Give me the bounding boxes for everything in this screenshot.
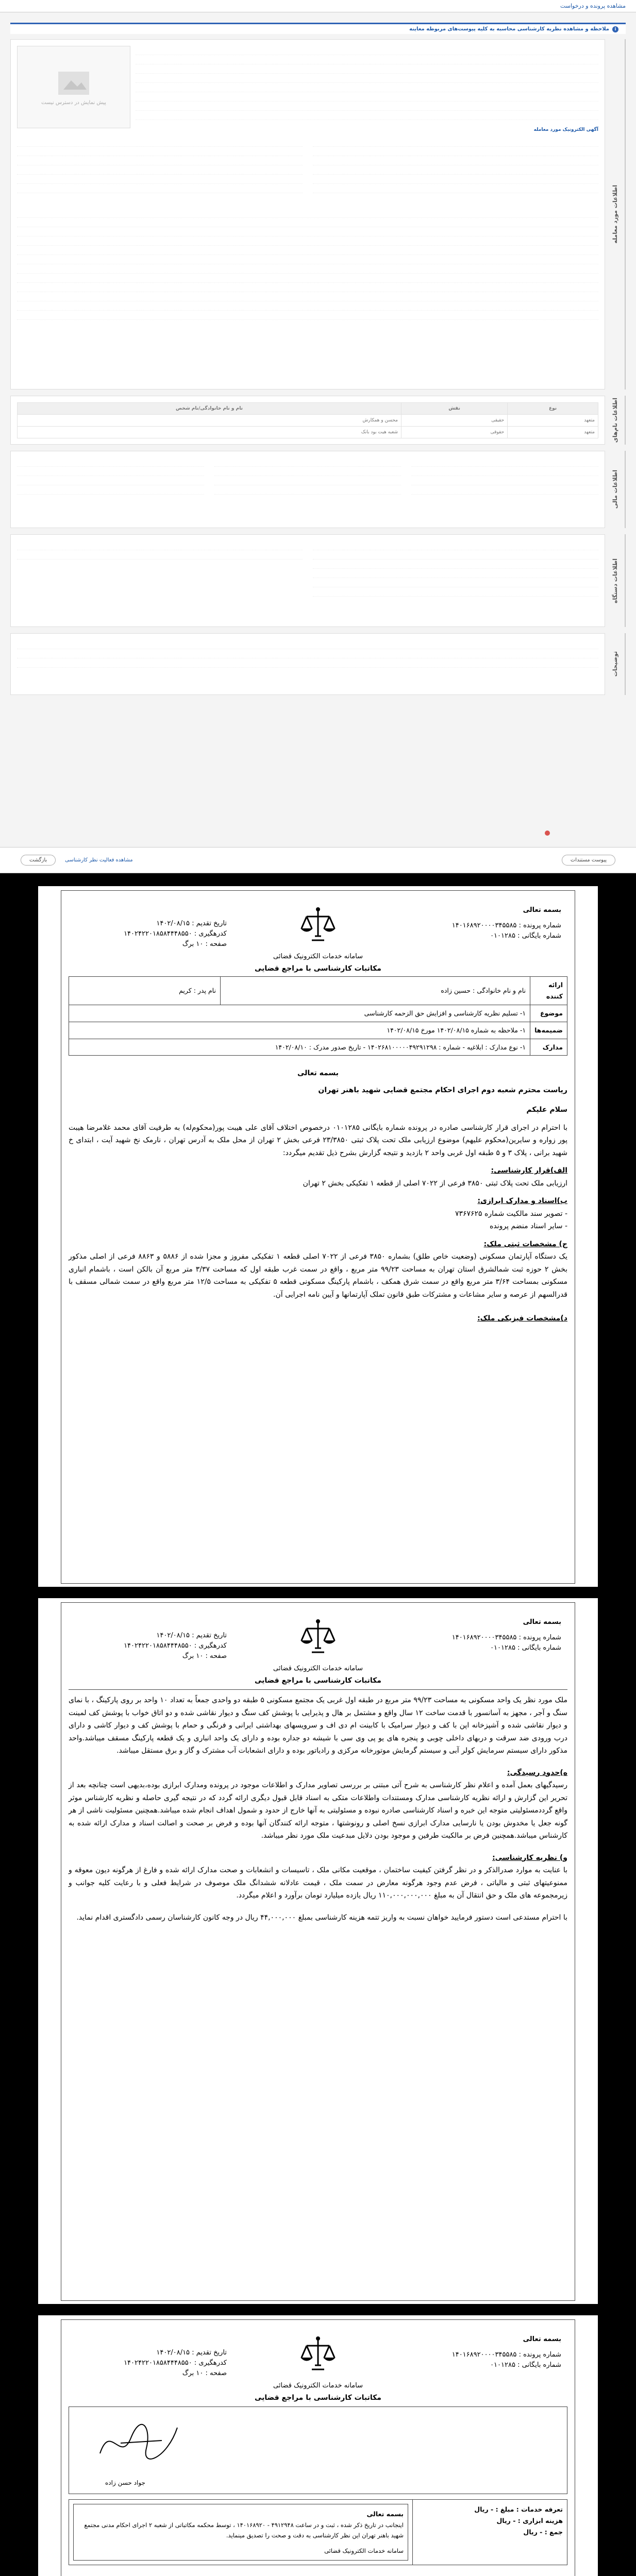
paragraph: با عنایت به موارد صدرالذکر و در نظر گرفتن کیفیت ساختمان ، موقعیت مکانی ملک ، تاسیسات و انشعابات و صحت مدارک ارائه شده و فارغ از هرگونه دیون معوقه و ممنوعیتهای ثبتی و مالیاتی ، فرض عدم وجود هرگونه معارض در سمت ملک ، قیمت عادلانه ششدانگ ملک موصوف در شرایط فعلی و با رعایت کلیه جوانب و زیرمجموعه های ملک و حق انتقال آن به مبلغ ۱۱۰,۰۰۰,۰۰۰,۰۰۰ ریال یازده میلیارد تومان برآورد و اعلام میگردد. — [69, 1866, 567, 1900]
page-count: ۱۰ برگ — [182, 940, 204, 948]
org-name: سامانه خدمات الکترونیک قضائی — [273, 2381, 363, 2389]
father-name: کریم — [179, 986, 192, 994]
cell: ۱- ملاحظه به شماره ۱۴۰۲/۰۸/۱۵ مورخ ۱۴۰۲/۰۸/۱۵ — [69, 1022, 530, 1039]
section-label: توضیحات — [611, 651, 618, 677]
back-button[interactable]: بازگشت — [21, 855, 56, 866]
document-viewer — [0, 873, 636, 2576]
section-heading: و) نظریه کارشناسی: — [492, 1853, 567, 1862]
paragraph: یک دستگاه آپارتمان مسکونی (وضعیت خاص طلق) بشماره ۳۸۵۰ فرعی از ۷۰۲۲ اصلی قطعه ۱ تفکیکی مفروز و مجزا شده از ۵۸۸۶ و ۸۸۶۳ فرعی از اصلی مذکور بخش ۲ حوزه ثبت شمالشرق استان تهران به مساحت ۹۹/۲۳ متر مربع ، واقع در سمت غرب طبقه اول که مساحت ۳/۳۷ متر مربع آن بالکن است ، باشمام انباری مسکونی بمساحت ۳/۶۴ متر مربع واقع در سمت شرق همکف ، باشمام پارکینگ مسکونی قطعه ۵ تفکیکی به مساحت ۱۲/۵ متر مربع واقع در سمت شمالی مسقف با قدرالسهم از عرصه و سایر مشاعات و مشترکات طبق قانون تملک آپارتمانها و آیین نامه اجرایی آن. — [69, 1252, 568, 1299]
bismillah: بسمه تعالی — [523, 2335, 561, 2343]
case-number: ۱۴۰۱۶۸۹۲۰۰۰۰۳۴۵۵۸۵ — [451, 922, 517, 930]
page-count: ۱۰ برگ — [182, 1652, 204, 1660]
preview-text: پیش نمایش در دسترس نیست — [41, 99, 106, 106]
info-table — [69, 976, 567, 1056]
cell: نام و نام خانوادگی : حسین زاده — [220, 977, 530, 1005]
tax-line: هزینه ابزاری : - ریال — [496, 2516, 563, 2524]
doc-page-1 — [38, 886, 598, 1587]
label: صفحه : — [205, 2369, 227, 2378]
doc-title: مکاتبات کارشناسی با مراجع قضایی — [255, 2394, 381, 2402]
app-screen — [0, 0, 636, 873]
label: شماره بایگانی : — [517, 932, 561, 940]
system-name: سامانه خدمات الکترونیک قضائی — [324, 2547, 404, 2555]
case-number: ۱۴۰۱۶۸۹۲۰۰۰۰۳۴۵۵۸۵ — [451, 1634, 517, 1642]
org-name: سامانه خدمات الکترونیک قضائی — [273, 952, 363, 960]
label: شماره بایگانی : — [517, 1644, 561, 1652]
section-label: اطلاعات نام‌های — [611, 397, 618, 443]
table-row — [18, 415, 598, 427]
label: صفحه : — [205, 1652, 227, 1660]
preview-placeholder — [17, 46, 130, 128]
bismillah: بسمه تعالی — [297, 1069, 339, 1078]
alert-dot — [545, 831, 550, 836]
notice-bar — [10, 23, 626, 34]
label: شماره بایگانی : — [517, 2361, 561, 2369]
doc-title: مکاتبات کارشناسی با مراجع قضایی — [255, 1676, 381, 1685]
fee-line: تعرفه خدمات : مبلغ : - ریال — [474, 2505, 563, 2513]
label: کدرهگیری : — [194, 930, 227, 938]
signature-box — [69, 2406, 567, 2494]
case-number: ۱۴۰۱۶۸۹۲۰۰۰۰۳۴۵۵۸۵ — [451, 2351, 517, 2359]
info-icon: i — [612, 26, 618, 32]
section-heading: ه)حدود رسیدگی: — [507, 1768, 567, 1777]
archive-number: ۰۱۰۱۲۸۵ — [490, 2361, 515, 2369]
label: نام و نام خانوادگی — [477, 986, 526, 994]
th: نام و نام خانوادگی/نام شخص — [18, 403, 401, 415]
section-label: اطلاعات مورد معامله — [611, 185, 618, 244]
submit-date: ۱۴۰۲/۰۸/۱۵ — [156, 2349, 190, 2357]
cell: مدارک — [530, 1039, 567, 1056]
cell: حقیقی — [401, 415, 508, 427]
section-notes — [10, 633, 626, 695]
signer-name: جواد حسن زاده — [105, 2479, 145, 2486]
tracking-code: ۱۴۰۲۴۲۲۰۱۸۵۸۴۴۴۸۵۵۰ — [124, 1642, 192, 1650]
expert-name: حسین زاده — [441, 986, 471, 994]
justice-scale-icon — [297, 1617, 339, 1658]
cell: متعهد — [508, 427, 598, 438]
th: نوع — [508, 403, 598, 415]
doc-page-2 — [38, 1598, 598, 2304]
section-finance — [10, 451, 626, 528]
bismillah: بسمه تعالی — [523, 1618, 561, 1626]
cell: حقوقی — [401, 427, 508, 438]
page-count: ۱۰ برگ — [182, 2369, 204, 2378]
tracking-code: ۱۴۰۲۴۲۲۰۱۸۵۸۴۴۴۸۵۵۰ — [124, 930, 192, 938]
cell: ضمیمه‌ها — [530, 1022, 567, 1039]
notice-text: ملاحظه و مشاهده نظریه کارشناسی محاسبه به کلیه پیوست‌های مربوطه معاینه — [409, 26, 609, 32]
label: شماره پرونده : — [518, 922, 561, 930]
greeting: سلام علیکم — [526, 1106, 567, 1114]
org-name: سامانه خدمات الکترونیک قضائی — [273, 1664, 363, 1672]
submit-date: ۱۴۰۲/۰۸/۱۵ — [156, 1632, 190, 1639]
section-device — [10, 534, 626, 627]
verification-note: اینجانب در تاریخ ذکر شده ، ثبت و در ساعت ۴۹۱۲۹۴۸ - ۱۴۰۱۶۸۹۲۰ ، توسط محکمه مکاتباتی از شعبه ۲ اجرای احکام مدنی مجتمع شهید باهنر تهران این نظر کارشناسی به دقت و صحت را تصدیق مینماید. — [84, 2521, 404, 2539]
fee-footer — [69, 2499, 567, 2565]
signature-image — [90, 2412, 193, 2469]
e-notice-link[interactable]: آگهی الکترونیک مورد معامله — [533, 127, 598, 132]
section-label: اطلاعات مالی — [611, 470, 618, 509]
justice-scale-icon — [297, 905, 339, 946]
bismillah: بسمه تعالی — [523, 906, 561, 914]
archive-number: ۰۱۰۱۲۸۵ — [490, 1644, 515, 1652]
cell: متعهد — [508, 415, 598, 427]
paragraph: رسیدگیهای بعمل آمده و اعلام نظر کارشناسی به شرح آتی مبتنی بر بررسی تصاویر مدارک و اطلاعات موجود در پرونده ومدارک ابرازی بوده،بدیهی است چنانچه بعد از تحریر این گزارش و ارائه نظریه کارشناسی مدارک ومستندات واطلاعات متکی به اسناد قابل قبول دیگری ارائه گردد که در نتیجه گیری حاصله و نظریه کارشناس موثر واقع گرددمسئولیتی متوجه این خبره و اسناد کارشناسی صادره نبوده و مسئولیتی به آنها خارج از حدود و شمول اهداف انجام شده میباشد.همچنین مسئولیت ناشی از هر گونه جعل یا مخدوش بودن یا نارسایی مدارک ابرازی نسخ اصلی و رونوشتها ، متوجه ارائه کنندگان آنها بوده و فرض بر صحت و اصالت اسناد و مدارک ارائه شده به کارشناس میباشد.همچنین فرض بر مالکیت طرفین و موجود بودن دلایل مبدعیت ملک مورد نظر میباشد. — [69, 1781, 567, 1840]
addressee: ریاست محترم شعبه دوم اجرای احکام مجتمع قضایی شهید باهنر تهران — [318, 1086, 567, 1094]
label: صفحه : — [205, 940, 227, 948]
cell: ۱- تسلیم نظریه کارشناسی و افزایش حق الزحمه کارشناسی — [69, 1005, 530, 1022]
bismillah: بسمه تعالی — [366, 2510, 404, 2518]
cell: نام پدر : کریم — [69, 977, 221, 1005]
attach-button[interactable]: پیوست مستندات — [562, 855, 615, 866]
closing-paragraph: با احترام مستدعی است دستور فرمایید خواهان نسبت به واریز تتمه هزینه کارشناسی بمبلغ ۴۴,۰۰۰,۰۰۰ ریال در وجه کانون کارشناسان رسمی دادگستری اقدام نماید. — [76, 1913, 567, 1922]
image-placeholder-icon — [56, 69, 92, 100]
label: کدرهگیری : — [194, 1642, 227, 1650]
label: نام پدر — [197, 986, 216, 994]
section-heading: ج) مشخصات ثبتی ملک: — [483, 1240, 567, 1248]
section-label: اطلاعات دستگاه — [611, 558, 618, 603]
cell: ارائه کننده — [530, 977, 567, 1005]
label: تاریخ تقدیم : — [192, 2349, 227, 2357]
label: شماره پرونده : — [518, 1634, 561, 1642]
parties-table — [17, 402, 598, 438]
intro-paragraph: با احترام در اجرای قرار کارشناسی صادره در پرونده شماره بایگانی ۰۱۰۱۲۸۵ درخصوص اختلاف آقای علی هیبت پور(محکوم‌له) به طرفیت آقای محمد غلامرضا هیبت پور زواره و سایرین(محکوم علیهم) موضوع ارزیابی ملک تحت پلاک ثبتی ۲۳/۳۸۵۰ فرعی بخش ۲ تهران از محل ملک به آدرس تهران ، نارمک نخ شهید آیت ، ابتدای خ شهید برانی ، پلاک ۳ و ۵ طبقه اول غربی واحد ۲ بازدید و نتیجه گزارش بشرح ذیل تقدیم میگردد: — [69, 1123, 568, 1157]
cell: ۱- نوع مدارک : ابلاغیه - شماره : ۱۴۰۲۶۸۱۰۰۰۰۰۴۹۲۹۱۲۹۸ - تاریخ صدور مدرک : ۱۴۰۲/۰۸/۱۰ — [69, 1039, 530, 1056]
doc-page-3 — [38, 2315, 598, 2576]
section-subject — [10, 39, 626, 389]
label: تاریخ تقدیم : — [192, 1632, 227, 1639]
view-activity-link[interactable]: مشاهده فعالیت نظر کارشناسی — [61, 855, 137, 865]
label: شماره پرونده : — [518, 2351, 561, 2359]
archive-number: ۰۱۰۱۲۸۵ — [490, 932, 515, 940]
tracking-code: ۱۴۰۲۴۲۲۰۱۸۵۸۴۴۴۸۵۵۰ — [124, 2359, 192, 2367]
th: نقش — [401, 403, 508, 415]
justice-scale-icon — [297, 2334, 339, 2376]
cell: محسن و همکارش — [18, 415, 401, 427]
section-parties — [10, 396, 626, 445]
section-heading: د)مشخصات فیزیکی ملک: — [477, 1314, 567, 1323]
label: کدرهگیری : — [194, 2359, 227, 2367]
paragraph: - تصویر سند مالکیت شماره ۷۳۶۷۶۲۵ — [455, 1209, 567, 1218]
breadcrumb: مشاهده پرونده و درخواست — [0, 0, 636, 12]
section-heading: ب)اسناد و مدارک ابرازی: — [477, 1197, 567, 1206]
cell: شعبه هیت بود بانک — [18, 427, 401, 438]
footer-bar — [0, 847, 636, 873]
paragraph: ملک مورد نظر یک واحد مسکونی به مساحت ۹۹/۲۳ متر مربع در طبقه اول غربی یک مجتمع مسکونی ۵ طبقه دو واحدی جمعاً به تعداد ۱۰ واحد بر روی پارکینگ ، با نمای سنگ و آجر ، مجهز به آسانسور با قدمت ساخت ۱۲ سال واقع و مشتمل بر هال و پذیرایی با پوشش کف سنگ و دیوار نقاشی شده و دو اتاق خواب با پوشش کف لمینت و دیوار نقاشی شده و آشپزخانه اپن با کف و دیوار سرامیک با کابینت ام دی اف و سرویسهای بهداشتی ایرانی و فرنگی و حمام با پوشش کف و دیوار کاشی و دارای درب ورودی ضد سرقت و دربهای داخلی چوبی و پنجره های یو پی وی سی با شیشه دو جداره بوده و دارای یک واحد انباری و یک قطعه پارکینگ مسقف میباشد.واحد مذکور دارای سیستم سرمایش کولر آبی و سیستم گرمایش موتورخانه مرکزی و رادیاتور بوده و دارای انشعابات آب مشترک و گاز و برق مستقل میباشد. — [69, 1689, 567, 1757]
paragraph: - سایر اسناد منضم پرونده — [490, 1222, 567, 1231]
paragraph: ارزیابی ملک تحت پلاک ثبتی ۳۸۵۰ فرعی از ۷۰۲۲ اصلی از قطعه ۱ تفکیکی بخش ۲ تهران — [303, 1179, 567, 1188]
cell: موضوع — [530, 1005, 567, 1022]
total-line: جمع : - ریال — [523, 2528, 563, 2536]
section-heading: الف)قرار کارشناسی: — [491, 1166, 567, 1175]
submit-date: ۱۴۰۲/۰۸/۱۵ — [156, 920, 190, 927]
table-row — [18, 427, 598, 438]
doc-title: مکاتبات کارشناسی با مراجع قضایی — [255, 964, 381, 973]
label: تاریخ تقدیم : — [192, 920, 227, 927]
